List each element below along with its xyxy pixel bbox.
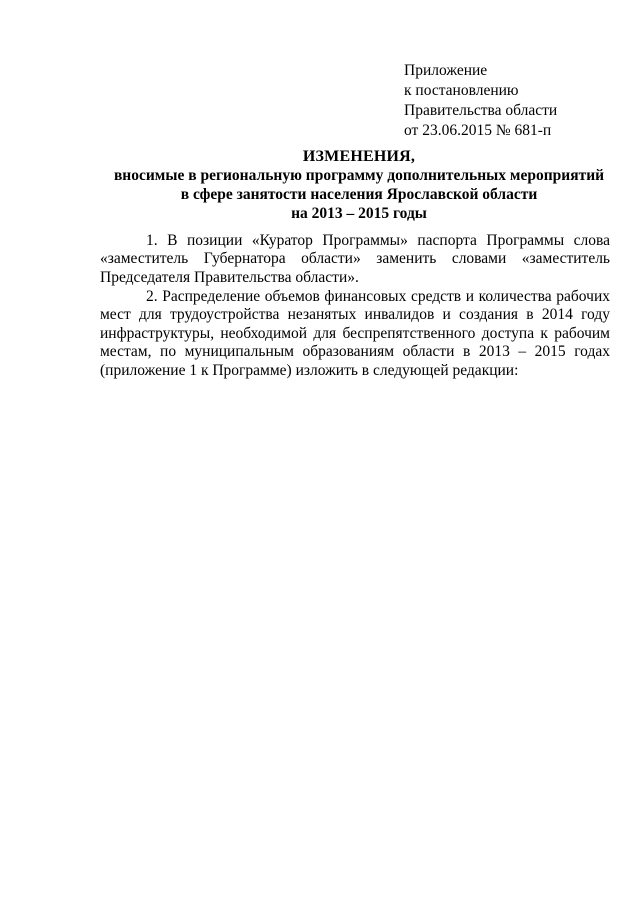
title-line: на 2013 – 2015 годы <box>291 205 427 222</box>
paragraph-2 <box>100 288 610 380</box>
paragraph-line: «заместитель Губернатора области» заменить словами «заместитель <box>100 250 610 268</box>
paragraph-line: 2. Распределение объемов финансовых средств и количества рабочих <box>146 288 610 306</box>
appendix-line: Приложение <box>404 62 488 79</box>
appendix-reference <box>404 61 604 141</box>
title-line: в сфере занятости населения Ярославской области <box>180 186 538 203</box>
appendix-line: Правительства области <box>404 102 558 119</box>
document-title <box>100 147 618 223</box>
title-heading: ИЗМЕНЕНИЯ, <box>302 148 416 165</box>
appendix-date-number: от 23.06.2015 № 681-п <box>404 122 552 139</box>
title-line: вносимые в региональную программу дополнительных мероприятий <box>113 167 605 184</box>
paragraph-line: местам, по муниципальным образованиям области в 2013 – 2015 годах <box>100 343 610 361</box>
paragraph-1 <box>100 232 610 287</box>
paragraph-line: инфраструктуры, необходимой для беспрепятственного доступа к рабочим <box>100 324 610 342</box>
paragraph-line: (приложение 1 к Программе) изложить в следующей редакции: <box>100 361 519 379</box>
paragraph-line: мест для трудоустройства незанятых инвалидов и создания в 2014 году <box>100 306 610 324</box>
paragraph-line: 1. В позиции «Куратор Программы» паспорта Программы слова <box>146 232 610 249</box>
document-body <box>100 232 610 380</box>
appendix-line: к постановлению <box>404 82 519 99</box>
paragraph-line: Председателя Правительства области». <box>100 268 359 286</box>
